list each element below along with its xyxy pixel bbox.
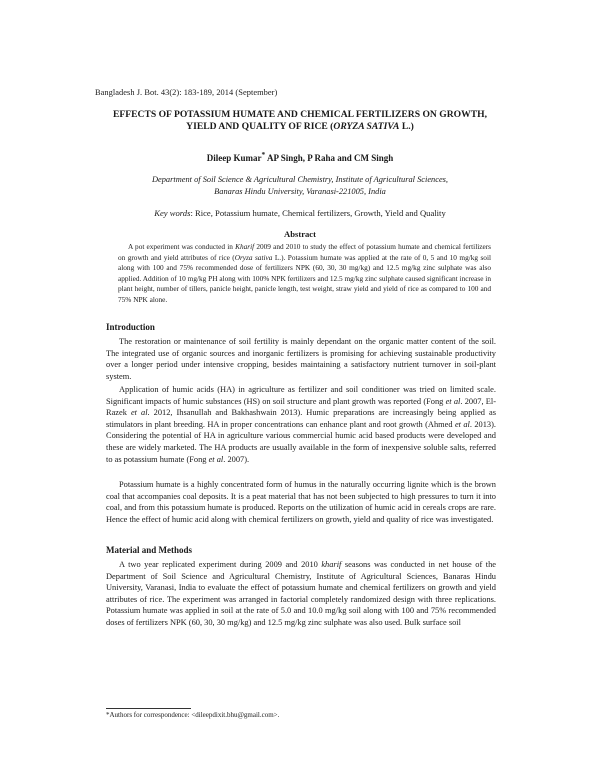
title-main: EFFECTS OF POTASSIUM HUMATE AND CHEMICAL FERTILIZERS ON GROWTH, YIELD AND QUALITY OF RICE ( [113, 109, 487, 132]
intro-p2-part-a: Application of humic acids (HA) in agriculture as fertilizer and soil conditioner was tried on limited scale. Significant impacts of humic substances (HS) on soil structure and plant growth was reported (Fong [106, 385, 496, 406]
intro-p2-part-c: . 2012, Ihsanullah and Bakhashwain 2013). Humic preparations are increasingly being applied as stimulators in plant breeding. HA in proper concentrations can enhance plant and root growth (Ahmed [106, 408, 496, 429]
introduction-heading: Introduction [106, 322, 155, 332]
author-list [110, 150, 490, 163]
keywords-text: : Rice, Potassium humate, Chemical fertilizers, Growth, Yield and Quality [190, 208, 446, 218]
intro-paragraph-1: The restoration or maintenance of soil fertility is mainly dependant on the organic matter content of the soil. The integrated use of organic sources and inorganic fertilizers is promising for achieving sustainable productivity over a longer period under intensive cropping, besides maintaining a satisfactory nutrient turnover in soil-plant system. [106, 337, 496, 381]
affiliation-line-1: Department of Soil Science & Agricultural Chemistry, Institute of Agricultural Sciences, [151, 175, 449, 184]
abstract-species: Oryza sativa [234, 252, 273, 262]
abstract-kharif: Kharif [235, 242, 255, 251]
footnote-rule [106, 708, 191, 709]
intro-p2-etal-2: et al [130, 408, 148, 418]
intro-p2-etal-3: et al [454, 419, 470, 429]
abstract-heading: Abstract [284, 229, 316, 239]
intro-p2-etal-4: et al [208, 454, 224, 464]
abstract-part-3: L.). Potassium humate was applied at the rate of 0, 5 and 10 mg/kg soil along with 100 and 75% recommended dose of fertilizers NPK (60, 30, 30 mg/kg) and 12.5 mg/kg zinc sulphate was also applied. Addition of 10 mg/kg PH along with 100% NPK fertilizers and 12.5 mg/kg zinc sulphate caused significant increase in plant height, number of tillers, panicle height, panicle length, test weight, straw yield and yield of rice as compared to 100 and 75% NPK alone. [118, 252, 492, 304]
intro-paragraph-2 [106, 384, 496, 465]
intro-p2-part-e: . 2007). [223, 454, 250, 464]
footnote: *Authors for correspondence: <dileepdixit.bhu@gmail.com>. [106, 711, 280, 719]
methods-kharif: kharif [321, 560, 342, 569]
keywords [110, 208, 490, 218]
intro-p2-part-d: . 2013). Considering the potential of HA in agriculture various commercial humic acid based products were developed and these are widely marketed. The HA products are usually available in the form of inexpensive soluble salts, referred to as potassium humate (Fong [106, 419, 496, 464]
title-species: ORYZA SATIVA [333, 121, 400, 132]
affiliation [110, 174, 490, 197]
title-end: L.) [399, 121, 414, 132]
affiliation-line-2: Banaras Hindu University, Varanasi-221005, India [214, 186, 386, 196]
other-authors: AP Singh, P Raha and CM Singh [265, 153, 394, 163]
abstract-part-1: A pot experiment was conducted in [128, 242, 236, 251]
first-author: Dileep Kumar [206, 153, 262, 163]
intro-p2-etal-1: et al [445, 396, 461, 406]
paper-title [104, 109, 496, 133]
intro-paragraph-3: Potassium humate is a highly concentrated form of humus in the naturally occurring lignite which is the brown coal that accompanies coal deposits. It is a peat material that has not been subjected to high pressures to turn it into coal, and from this potassium humate is produced. Reports on the utilization of humic acid in cereals crops are rare. Hence the effect of humic acid along with chemical fertilizers on growth, yield and quality of rice was investigated. [106, 480, 496, 524]
journal-citation: Bangladesh J. Bot. 43(2): 183-189, 2014 (September) [95, 88, 278, 97]
abstract-part-2: 2009 and 2010 to study the effect of potassium humate and chemical fertilizers on growth and yield attributes of rice ( [118, 242, 491, 262]
methods-p1-part-b: seasons was conducted in net house of the Department of Soil Science and Agricultural Chemistry, Institute of Agricultural Sciences, Banaras Hindu University, Varanasi, India to evaluate the effect of potassium humate and chemical fertilizers on growth and yield attributes of rice. The experiment was arranged in factorial completely randomized design with three replications. Potassium humate was applied in soil at the rate of 5.0 and 10.0 mg/kg soil along with 100 and 75% recommended doses of fertilizers NPK (60, 30, 30 mg/kg) and 12.5 mg/kg zinc sulphate was also used. Bulk surface soil [106, 560, 496, 627]
keywords-label: Key words [154, 208, 191, 218]
abstract-text [118, 242, 491, 306]
methods-heading: Material and Methods [106, 545, 192, 555]
methods-paragraph-1 [106, 559, 496, 629]
methods-p1-part-a: A two year replicated experiment during 2009 and 2010 [119, 560, 322, 569]
intro-p2-part-b: . 2007, El-Razek [106, 396, 497, 418]
correspondence-mark: * [261, 150, 266, 159]
